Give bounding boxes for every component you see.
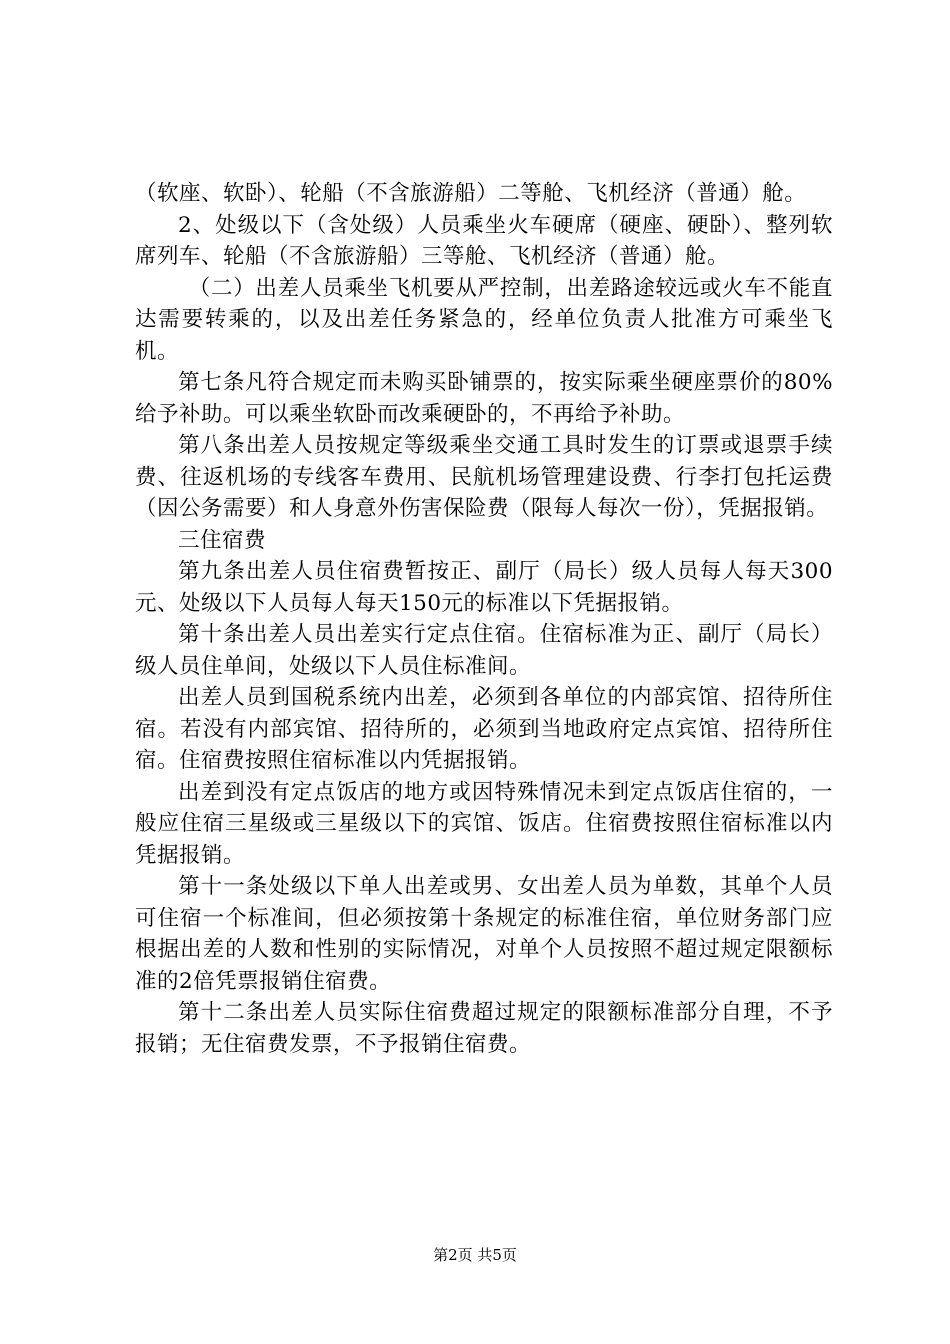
paragraph: （二）出差人员乘坐飞机要从严控制，出差路途较远或火车不能直达需要转乘的，以及出差任务紧急的，经单位负责人批准方可乘坐飞机。 xyxy=(135,275,833,364)
paragraph: 第八条出差人员按规定等级乘坐交通工具时发生的订票或退票手续费、往返机场的专线客车费用、民航机场管理建设费、行李打包托运费（因公务需要）和人身意外伤害保险费（限每人每次一份），凭据报销。 xyxy=(135,433,833,521)
document-body xyxy=(135,178,833,1060)
paragraph: 第十二条出差人员实际住宿费超过规定的限额标准部分自理，不予报销；无住宿费发票，不予报销住宿费。 xyxy=(135,1000,833,1057)
paragraph: 2、处级以下（含处级）人员乘坐火车硬席（硬座、硬卧）、整列软席列车、轮船（不含旅游船）三等舱、飞机经济（普通）舱。 xyxy=(135,212,833,269)
paragraph: 第十条出差人员出差实行定点住宿。住宿标准为正、副厅（局长）级人员住单间，处级以下人员住标准间。 xyxy=(135,622,833,679)
paragraph: 出差人员到国税系统内出差，必须到各单位的内部宾馆、招待所住宿。若没有内部宾馆、招待所的，必须到当地政府定点宾馆、招待所住宿。住宿费按照住宿标准以内凭据报销。 xyxy=(135,685,833,773)
section-heading: 三住宿费 xyxy=(178,527,267,553)
paragraph: 第九条出差人员住宿费暂按正、副厅（局长）级人员每人每天300元、处级以下人员每人每天150元的标准以下凭据报销。 xyxy=(135,559,833,616)
paragraph: 第七条凡符合规定而未购买卧铺票的，按实际乘坐硬座票价的80%给予补助。可以乘坐软卧而改乘硬卧的，不再给予补助。 xyxy=(135,370,833,427)
paragraph: 出差到没有定点饭店的地方或因特殊情况未到定点饭店住宿的，一般应住宿三星级或三星级以下的宾馆、饭店。住宿费按照住宿标准以内凭据报销。 xyxy=(135,779,833,868)
paragraph: （软座、软卧）、轮船（不含旅游船）二等舱、飞机经济（普通）舱。 xyxy=(135,181,807,206)
paragraph: 第十一条处级以下单人出差或男、女出差人员为单数，其单个人员可住宿一个标准间，但必须按第十条规定的标准住宿，单位财务部门应根据出差的人数和性别的实际情况，对单个人员按照不超过规定限额标准的2倍凭票报销住宿费。 xyxy=(135,874,833,994)
page-number-footer: 第2页 共5页 xyxy=(433,1246,517,1264)
